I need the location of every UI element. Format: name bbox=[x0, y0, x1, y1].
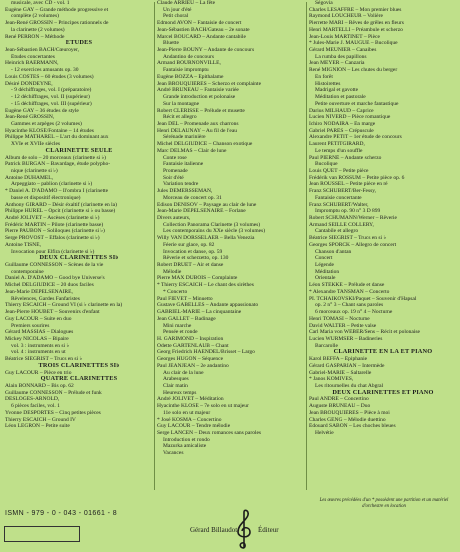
catalog-entry: Vacances bbox=[163, 450, 184, 457]
catalog-entry: Robert DRUET – Air et danse bbox=[157, 262, 224, 269]
catalog-entry: André JOLIVET – Méditation bbox=[157, 396, 224, 403]
catalog-entry: Jean-Pierre BOUNY – Andante de concours bbox=[157, 47, 255, 54]
catalog-entry: Arabesques bbox=[163, 376, 189, 383]
catalog-entry: Les contemporains du XXe siècle (3 volumes) bbox=[163, 228, 266, 235]
catalog-entry: Rêvelences, Gardes Fanfaristes bbox=[11, 295, 80, 302]
catalog-entry: Frédéric MARTIN – Pilote (clarinette basse) bbox=[5, 221, 104, 228]
catalog-entry: Introduction et rondo bbox=[163, 436, 210, 443]
catalog-entry: Patrick BURGAN – Bavardage, étude polypho- bbox=[5, 161, 111, 168]
catalog-entry: Gammes et arpèges (2 volumes) bbox=[11, 120, 82, 127]
catalog-entry: Édouard SABON – Les choches bleues bbox=[309, 423, 396, 430]
section-heading: TROIS CLARINETTES SI♭ bbox=[38, 362, 120, 369]
catalog-entry: nique (clarinette si ♭) bbox=[11, 167, 58, 174]
publisher-role: Éditeur bbox=[258, 526, 279, 534]
catalog-entry: Arpeggiato – pablion (clarinette si ♭) bbox=[11, 181, 93, 188]
catalog-entry: Variation tendre bbox=[163, 181, 199, 188]
catalog-entry: Jean-Marie DEPELSENAIRE, bbox=[5, 288, 73, 295]
catalog-entry: Madrigal et gavotte bbox=[315, 87, 359, 94]
rental-notice: Les œuvres précédées d'un * possèdent une partition et un matériel d'orchestre en location bbox=[319, 498, 449, 509]
catalog-entry: Guy LACOUR – Suite en duo bbox=[5, 315, 72, 322]
catalog-entry: op. 2 n° 3 – Chant sans paroles bbox=[315, 302, 384, 309]
catalog-column-right bbox=[309, 0, 457, 437]
catalog-entry: Guy LACOUR – Pièce en trio bbox=[5, 369, 72, 376]
catalog-entry: Bucolique bbox=[315, 161, 338, 168]
catalog-entry: musicale, avec CD - vol. 1 bbox=[11, 0, 70, 6]
catalog-entry: Antoine DUHAMEL, bbox=[5, 174, 53, 181]
catalog-entry: Auguste BRUNEAU – Duo bbox=[309, 403, 371, 410]
catalog-entry: la clarinette (2 volumes) bbox=[11, 26, 65, 33]
catalog-entry: Clair matin bbox=[163, 382, 188, 389]
catalog-entry: Charles GENG – Mélodie duettino bbox=[309, 416, 386, 423]
catalog-entry: Hyacinthe KLOSÉ – 7e solo en ut majeur bbox=[157, 403, 249, 410]
catalog-entry: Concert bbox=[315, 255, 333, 262]
catalog-entry: Antoine TISNÉ, bbox=[5, 241, 41, 248]
catalog-entry: Sérénade marinière bbox=[163, 134, 206, 141]
catalog-entry: Daniel A. D'ADAMO – Good bye Universe's bbox=[5, 275, 105, 282]
catalog-entry: Eugène GAY – 36 études de style bbox=[5, 107, 79, 114]
catalog-entry: Darius MILHAUD – Caprice bbox=[309, 107, 374, 114]
catalog-entry: Edison DENISOV – Paysage au clair de lune bbox=[157, 201, 257, 208]
catalog-entry: Au clair de la lune bbox=[163, 369, 204, 376]
catalog-entry: - 12 exercices amusants op. 30 bbox=[11, 67, 79, 74]
catalog-entry: * Alexandre TANSMAN – Concerto bbox=[309, 288, 390, 295]
catalog-entry: René MIGNION – Les chutes du berger bbox=[309, 67, 398, 74]
barcode-box bbox=[4, 526, 80, 542]
catalog-entry: * Jules-Marie J. MAUGÜE – Bucolique bbox=[309, 40, 398, 47]
catalog-entry: Marc DELMAS – Clair de lune bbox=[157, 147, 227, 154]
catalog-entry: André BRUNEAU – Fantaisie variée bbox=[157, 87, 239, 94]
catalog-entry: * José KOSMA – Concertino bbox=[157, 416, 222, 423]
catalog-entry: Désiré DONDEYNE, bbox=[5, 80, 53, 87]
catalog-entry: Mélodie bbox=[163, 268, 182, 275]
catalog-entry: Jean BROUQUIÈRES – Scherzo et complainte bbox=[157, 80, 262, 87]
catalog-entry: Philippe MATHAREL – L'art du dominant aux bbox=[5, 134, 109, 141]
catalog-entry: Invocation pour Elfira (clarinette si ♭) bbox=[11, 248, 95, 255]
catalog-entry: Jean ROUSSEL – Petite pièce en ré bbox=[309, 181, 388, 188]
catalog-entry: Pensée et ronde bbox=[163, 329, 198, 336]
catalog-entry: Invocation et danse, op. 59 bbox=[163, 248, 223, 255]
catalog-entry: Eugène GAY – Grande méthode progressive et bbox=[5, 6, 109, 13]
catalog-entry: Alain BONNARD – Bis op. 62 bbox=[5, 382, 74, 389]
catalog-entry: Laurent PETITGIRARD, bbox=[309, 141, 365, 148]
catalog-entry: Conte rose bbox=[163, 154, 187, 161]
catalog-entry: Robert CLÉRISSE – Prélude et musette bbox=[157, 107, 245, 114]
catalog-entry: Heureux temps bbox=[163, 389, 197, 396]
catalog-entry: Marcel BOUCARD – Andante cantabile bbox=[157, 33, 246, 40]
catalog-entry: Helvétie bbox=[315, 430, 334, 436]
catalog-entry: Georges SPORCK – Allegro de concert bbox=[309, 241, 397, 248]
catalog-entry: Thierry ESCAICH – Ground VI (si ♭ clarinette en la) bbox=[5, 302, 123, 309]
catalog-entry: Odette GARTENLAUB – Chant bbox=[157, 342, 229, 349]
catalog-entry: Jean BROUQUIÈRES – Pièce à moi bbox=[309, 409, 390, 416]
catalog-entry: Gustave GABELLES – Andante appassionato bbox=[157, 302, 259, 309]
column-divider bbox=[154, 2, 155, 490]
catalog-entry: Jean-Sébastien BACH/Cœuroyer, bbox=[5, 47, 80, 54]
catalog-entry: * Janos KOMIVES, bbox=[309, 376, 354, 383]
catalog-entry: * Daniel A. D'ADAMO – Il'ombra I (clarinette bbox=[5, 188, 109, 195]
catalog-entry: Guillaume CONNESSON – Prélude et funk bbox=[5, 389, 102, 396]
catalog-entry: Ichiro NODAIRA – En marge bbox=[309, 120, 376, 127]
catalog-entry: Promenade bbox=[163, 167, 188, 174]
catalog-entry: Charles LESAFFRE – Mon premier blues bbox=[309, 6, 402, 13]
catalog-entry: Études concertantes bbox=[11, 53, 55, 60]
catalog-entry: Béatrice SIEGRIST – Trucs en si ♭ bbox=[5, 356, 83, 363]
catalog-entry: * Thierry ESCAICH – Le chant des sirèthes bbox=[157, 282, 254, 289]
catalog-entry: Cantabile et allegro bbox=[315, 228, 359, 235]
catalog-entry: Album de solo – 20 morceaux (clarinette si ♭) bbox=[5, 154, 106, 161]
catalog-entry: Willy VAN DORSSELAER – Bella Venezia bbox=[157, 235, 255, 242]
catalog-entry: Bluette bbox=[163, 40, 179, 47]
catalog-entry: Guy LACOUR – Tendre mélodie bbox=[157, 423, 231, 430]
catalog-entry: Premiers sourires bbox=[11, 322, 50, 329]
catalog-entry: Frédérik van ROSSUM – Petite pièce op. 6 bbox=[309, 174, 405, 181]
catalog-entry: Serge PROVOST – Effalos (clarinette si ♭) bbox=[5, 235, 100, 242]
catalog-entry: Léon LEGRON – Petite suite bbox=[5, 423, 70, 430]
catalog-entry: La rumba des papillons bbox=[315, 53, 367, 60]
catalog-entry: Heinrich BAERMANN, bbox=[5, 60, 59, 67]
catalog-entry: Franz SCHUBERT/Walter, bbox=[309, 201, 369, 208]
catalog-entry: Gabriel PARÈS – Crépuscule bbox=[309, 127, 374, 134]
catalog-entry: Les ritournelles du chat Abgral bbox=[315, 382, 384, 389]
catalog-entry: En forêt bbox=[315, 73, 333, 80]
catalog-entry: Gérard GASPARIAN – Intermède bbox=[309, 362, 385, 369]
catalog-entry: Paul ANDRÉ – Concertino bbox=[309, 396, 369, 403]
catalog-entry: Rêverie et scherzetto, op. 130 bbox=[163, 255, 229, 262]
catalog-entry: Gérard MASSIAS – Dialogues bbox=[5, 329, 74, 336]
isbn-number: ISMN - 979 - 0 - 043 - 01661 - 8 bbox=[5, 510, 118, 517]
catalog-entry: - 12 déchiffrages, vol. II (supérieur) bbox=[11, 94, 90, 101]
catalog-entry: Raymond LOUCHEUR – Volière bbox=[309, 13, 383, 20]
catalog-entry: Morceau de concert op. 31 bbox=[163, 194, 222, 201]
catalog-column-left bbox=[5, 0, 153, 430]
catalog-entry: Armand SEILLE COLLERY, bbox=[309, 221, 374, 228]
catalog-entry: Petite ouverture et marche fantastique bbox=[315, 100, 399, 107]
catalog-entry: Barcarolle bbox=[315, 342, 338, 349]
catalog-entry: Jean-Pierre HOUBET – Souvenirs d'enfant bbox=[5, 309, 100, 316]
catalog-entry: 6 morceaux op. 19 n° 4 – Nocturne bbox=[315, 309, 393, 316]
catalog-entry: Fantaisie impromptu bbox=[163, 67, 209, 74]
catalog-entry: Paul FIEVET – Minuetto bbox=[157, 295, 213, 302]
catalog-entry: Légende bbox=[315, 262, 334, 269]
catalog-entry: Grande introduction et polonaise bbox=[163, 94, 236, 101]
catalog-entry: Jean DEL – Promenade aux charrons bbox=[157, 120, 239, 127]
catalog-entry: Gabriel-MARIE – Saltarelle bbox=[309, 369, 372, 376]
catalog-entry: - 15 déchiffrages, vol. III (supérieur) bbox=[11, 100, 92, 107]
catalog-entry: Sur la montagne bbox=[163, 100, 200, 107]
catalog-entry: Franz SCHUBERT/Ber-Fessy, bbox=[309, 188, 377, 195]
catalog-entry: PI. TCHAIKOVSKI/Paquet – Souvenir d'Hapsal bbox=[309, 295, 417, 302]
catalog-entry: Claude ARRIEU – La fête bbox=[157, 0, 216, 6]
catalog-entry: Henri TOMASI – Nocturne bbox=[309, 315, 370, 322]
catalog-entry: Gérard MEUNIER – Canaibes bbox=[309, 47, 377, 54]
catalog-entry: H. GARIMOND – Inspiration bbox=[157, 335, 224, 342]
catalog-entry: GABRIEL-MARIE – La cinquantaine bbox=[157, 309, 242, 316]
catalog-entry: Edmond AVON – Fantaisie de concert bbox=[157, 20, 242, 27]
catalog-entry: Guillaume CONNESSON – Scènes de la vie bbox=[5, 262, 104, 269]
catalog-entry: Récit et allegro bbox=[163, 114, 197, 121]
catalog-entry: Jean-Marie DEPELSENAIRE – Forlane bbox=[157, 208, 246, 215]
catalog-entry: Jean GALLET – Badinage bbox=[157, 315, 216, 322]
catalog-entry: Mini marche bbox=[163, 322, 192, 329]
catalog-entry: Louis COSTES – 60 études (3 volumes) bbox=[5, 73, 94, 80]
catalog-entry: Béatrice SIEGRIST – Trucs en si ♭ bbox=[309, 235, 387, 242]
catalog-entry: Thierry ESCAICH – Ground IV bbox=[5, 416, 76, 423]
catalog-entry: DESLOGES-ARNOLD, bbox=[5, 396, 60, 403]
catalog-entry: Mazurka amicaliste bbox=[163, 443, 207, 450]
catalog-entry: Michel DELGIUDICE – Chanson exotique bbox=[157, 141, 253, 148]
catalog-entry: Paul PIERNÉ – Andante scherzo bbox=[309, 154, 382, 161]
catalog-entry: Chanson d'antan bbox=[315, 248, 352, 255]
catalog-entry: vol. 3 : instruments en si ♭ bbox=[11, 342, 70, 349]
catalog-entry: Le temps d'un souffle bbox=[315, 147, 363, 154]
catalog-entry: Jean-René GROSSIN, bbox=[5, 114, 55, 121]
catalog-entry: Fantaisie italienne bbox=[163, 161, 204, 168]
catalog-entry: Pierrette MARI – Rêves de grêles en fleurs bbox=[309, 20, 404, 27]
catalog-entry: Jean-Sébastien BACH/Gateau – 2e sonate bbox=[157, 26, 250, 33]
catalog-entry: Jean-Louis MARTINET – Pièce bbox=[309, 33, 380, 40]
section-heading: CLARINETTE SEULE bbox=[45, 147, 113, 154]
catalog-entry: Impromptu op. 90 n° 3 D 899 bbox=[315, 208, 381, 215]
catalog-entry: Serge LANCEN – Deux romances sans paroles bbox=[157, 430, 262, 436]
catalog-entry: David WALTER – Petite valse bbox=[309, 322, 377, 329]
catalog-entry: Soir d'été bbox=[163, 174, 184, 181]
catalog-entry: Pierre PAUBON – Soliloques (clarinette si ♭) bbox=[5, 228, 105, 235]
catalog-entry: Méditation et pastorale bbox=[315, 94, 366, 101]
catalog-entry: Paul JEANJEAN – 2e andantino bbox=[157, 362, 229, 369]
catalog-entry: Pierre MAX DUBOIS – Complainte bbox=[157, 275, 238, 282]
catalog-entry: Jean MEYER – Canzaria bbox=[309, 60, 365, 67]
catalog-entry: Alexandre PETIT – 1er étude de concours bbox=[309, 134, 402, 141]
column-divider bbox=[306, 2, 307, 490]
catalog-entry: Jean-René GROSSIN – Principes rationnels de bbox=[5, 20, 109, 27]
catalog-entry: André JOLIVET – Ascèses (clarinette si ♭) bbox=[5, 215, 100, 221]
catalog-entry: Karol BEFFA – Épiphanie bbox=[309, 356, 368, 363]
catalog-entry: Hyacinthe KLOSÉ/Fontaine – 14 études bbox=[5, 127, 94, 134]
section-heading: ÉTUDES bbox=[65, 40, 93, 47]
footer bbox=[0, 492, 460, 552]
catalog-column-middle bbox=[157, 0, 305, 457]
catalog-entry: Anthony GIRARD – Désir éxaltif (clarinette en la) bbox=[5, 201, 117, 208]
catalog-entry: Henri DELAUNAY – Au fil de l'eau bbox=[157, 127, 238, 134]
catalog-entry: Carl Maria von WEBER/Sens – Récit et polonaise bbox=[309, 329, 420, 336]
catalog-entry: Collection Panorama Clarinette (3 volumes) bbox=[163, 221, 261, 228]
catalog-entry: basse et dispositif électronique) bbox=[11, 194, 81, 201]
catalog-entry: XVIe et XVIIe siècles bbox=[11, 141, 61, 148]
catalog-entry: Andantino de concours bbox=[163, 53, 215, 60]
section-heading: QUATRE CLARINETTES bbox=[40, 376, 118, 383]
catalog-entry: 11e solo en ut majeur bbox=[163, 409, 211, 416]
catalog-entry: Méditation bbox=[315, 268, 340, 275]
section-heading: DEUX CLARINETTES ET PIANO bbox=[332, 389, 434, 396]
catalog-entry: Lucien WURMSER – Badineries bbox=[309, 335, 383, 342]
catalog-entry: Fantaisie concertante bbox=[315, 194, 362, 201]
section-heading: CLARINETTE EN LA ET PIANO bbox=[333, 349, 433, 356]
catalog-entry: Lucien NIVERD – Pièce romantique bbox=[309, 114, 391, 121]
catalog-entry: - 9 déchiffrages, vol. I (préparatoire) bbox=[11, 87, 92, 94]
catalog-entry: Michel DELGIUDICE – 20 duos faciles bbox=[5, 282, 94, 289]
catalog-entry: Robert SCHUMANN/Werner – Rêverie bbox=[309, 215, 397, 221]
catalog-entry: Féerie sur glace, op. 82 bbox=[163, 241, 215, 248]
catalog-entry: * Concerto bbox=[163, 288, 188, 295]
catalog-entry: Yvonne DESPORTES – Cinq petites pièces bbox=[5, 409, 101, 416]
catalog-entry: Louis QUET – Petite pièce bbox=[309, 167, 369, 174]
catalog-entry: Histoirettes bbox=[315, 80, 341, 87]
catalog-entry: vol. 4 : instruments en ut bbox=[11, 349, 66, 356]
catalog-entry: Eugène BOZZA – Épithalame bbox=[157, 73, 224, 80]
catalog-entry: Un jour d'été bbox=[163, 6, 192, 13]
catalog-entry: Jules DEMERSSEMAN, bbox=[157, 188, 213, 195]
catalog-entry: Georg Friedrich HAENDEL/Brisset – Largo bbox=[157, 349, 255, 356]
catalog-entry: Léon STEKKE – Prélude et danse bbox=[309, 282, 385, 289]
catalog-entry: Henri MARTELLI – Préambule et scherzo bbox=[309, 26, 403, 33]
publisher-name: Gérard Billaudot bbox=[190, 526, 238, 534]
catalog-entry: 6 pièces faciles, vol. 1 bbox=[11, 403, 60, 410]
catalog-entry: Orientale bbox=[315, 275, 336, 282]
catalog-entry: Petit choral bbox=[163, 13, 189, 20]
catalog-entry: Divers auteurs, bbox=[157, 215, 191, 221]
catalog-entry: Georges HUGON – Séquence bbox=[157, 356, 224, 363]
catalog-entry: René PERRON – Méthode bbox=[5, 33, 65, 40]
section-heading: DEUX CLARINETTES SI♭ bbox=[39, 255, 119, 262]
catalog-entry: Armand BOURNONVILLE, bbox=[157, 60, 221, 67]
catalog-entry: complète (2 volumes) bbox=[11, 13, 59, 20]
catalog-entry: Mickey NICOLAS – Bipaire bbox=[5, 335, 69, 342]
catalog-entry: Ségovia bbox=[315, 0, 333, 6]
catalog-entry: contemporaine bbox=[11, 268, 44, 275]
catalog-entry: Philippe HUREL – Opcit (clarinette si ♭ ou basse) bbox=[5, 208, 116, 215]
